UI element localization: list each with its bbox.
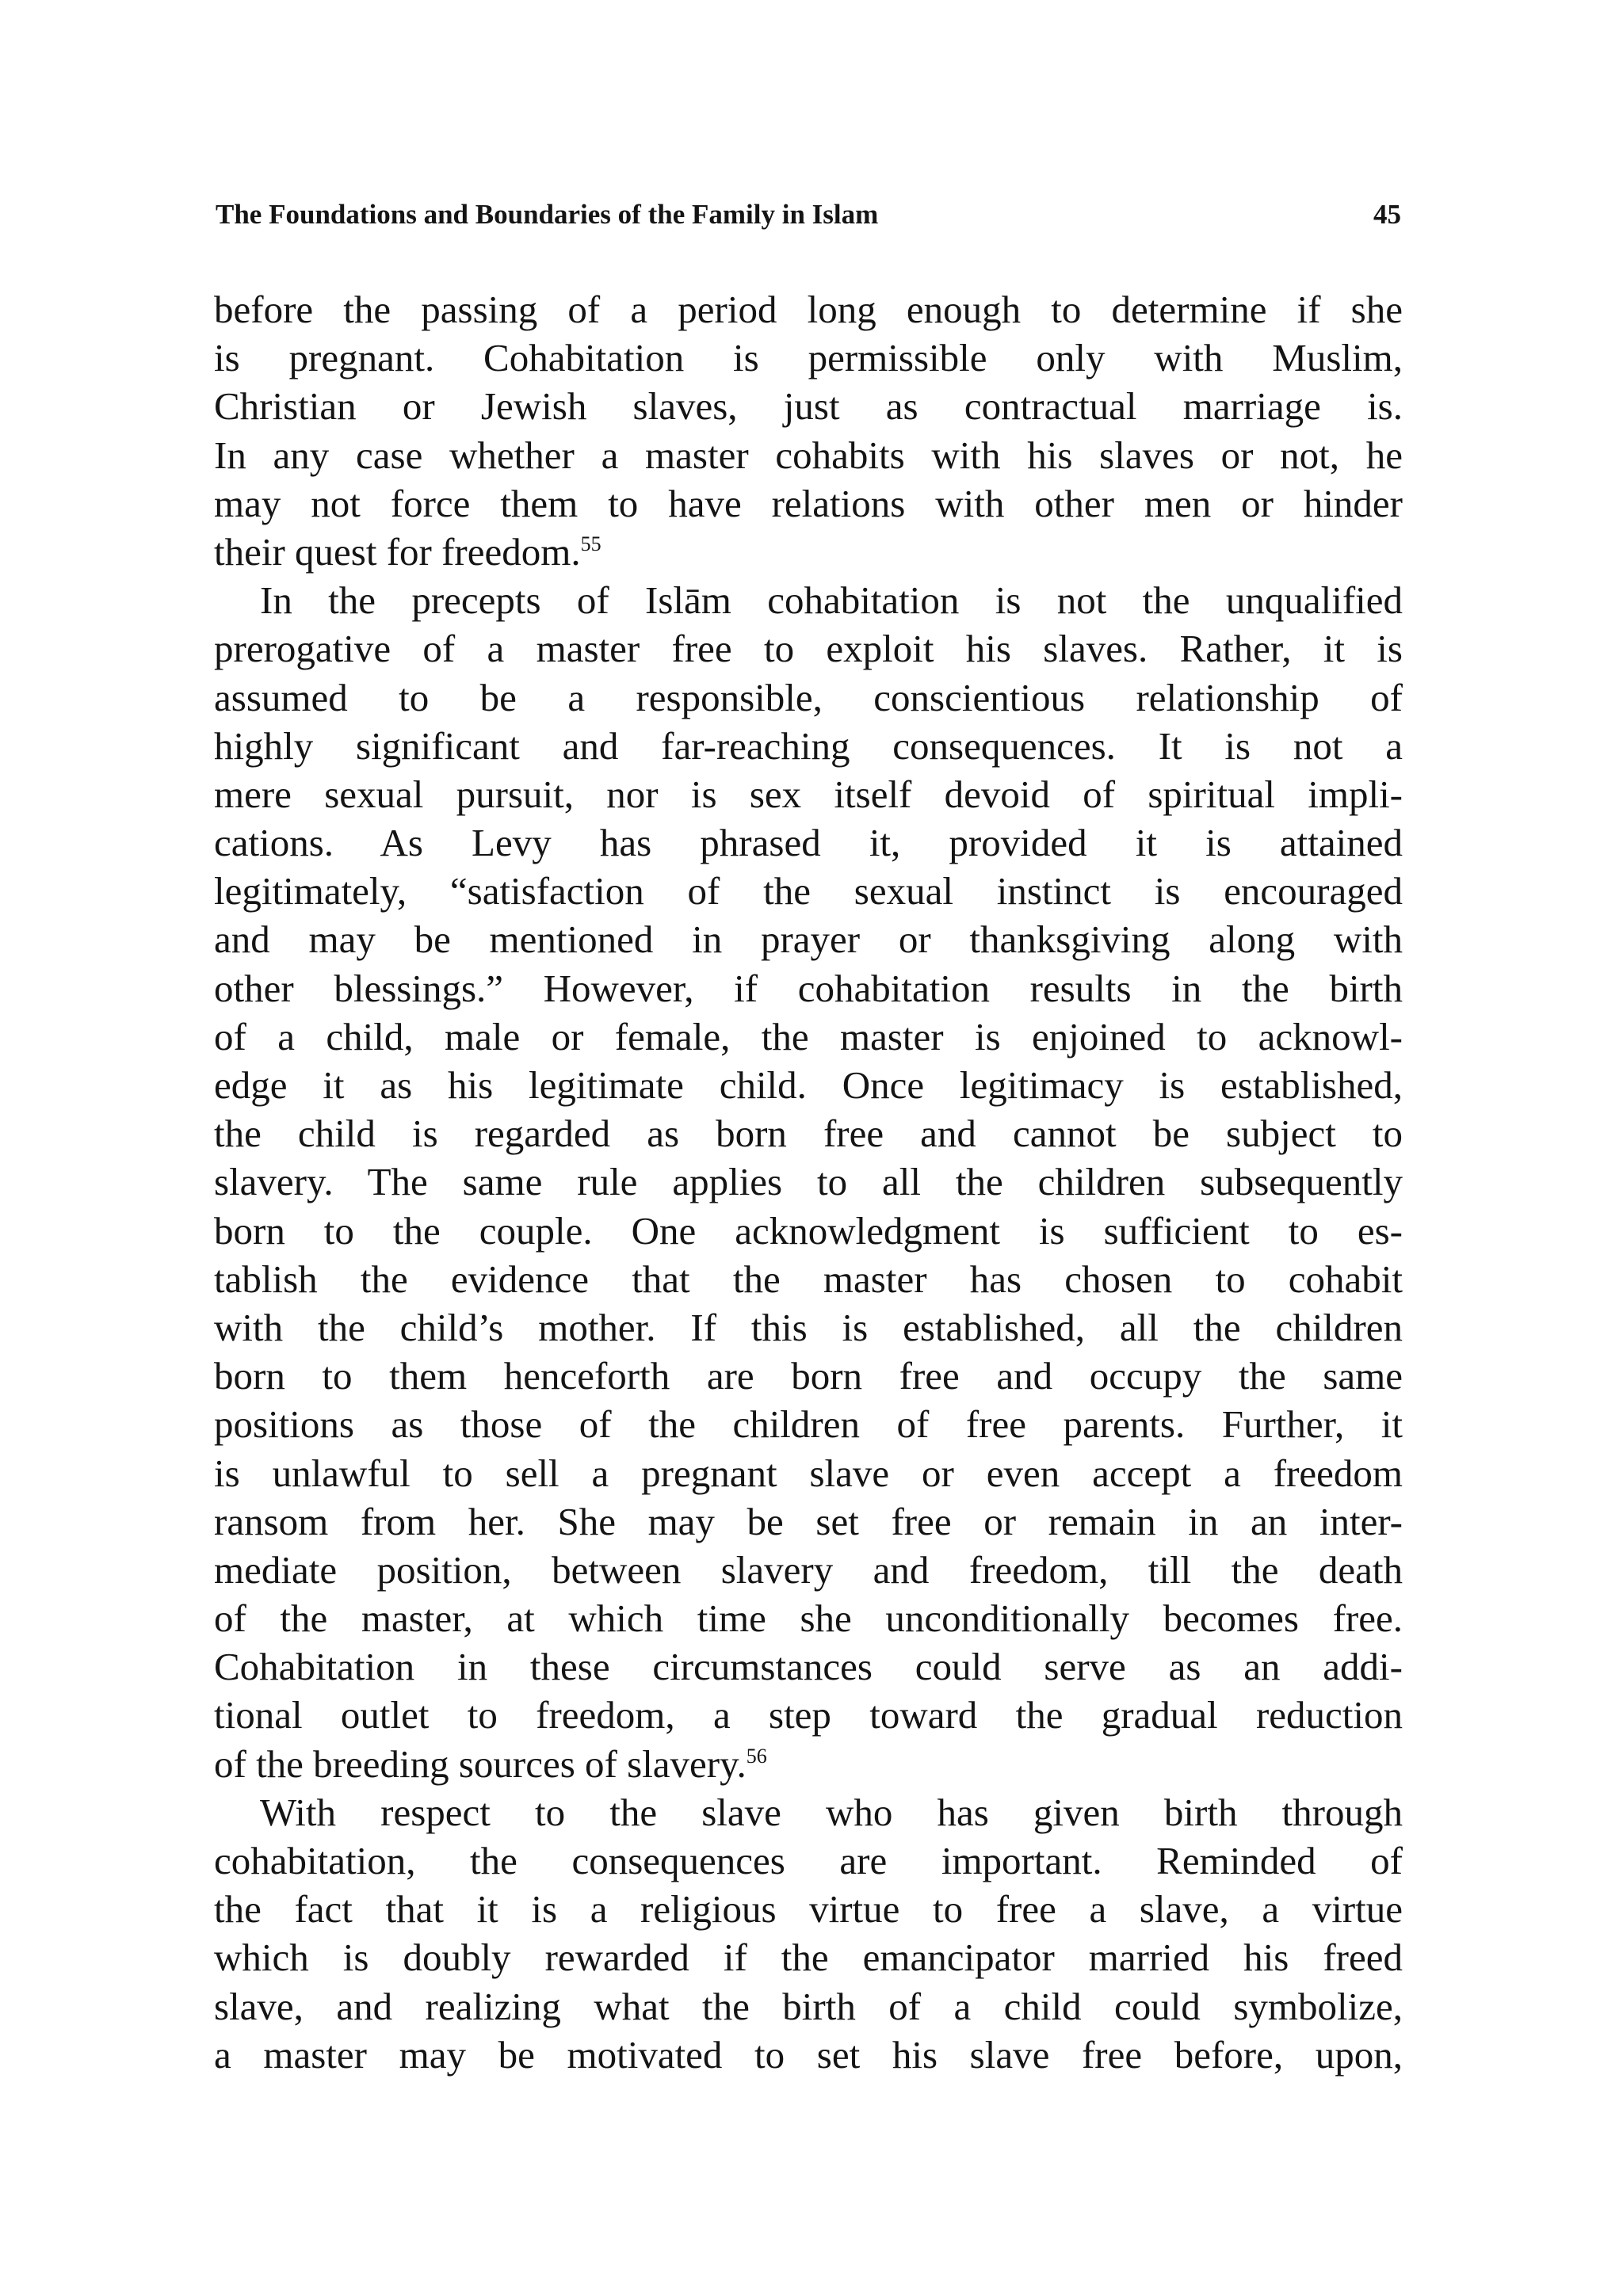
text-line	[214, 1061, 1403, 1109]
text-line	[214, 770, 1403, 818]
text-line	[214, 1546, 1403, 1594]
text-line-content: assumed to be a responsible, conscientious relationship of	[214, 675, 1403, 719]
text-line	[214, 1594, 1403, 1642]
text-line-content: the fact that it is a religious virtue to free a slave, a virtue	[214, 1887, 1403, 1932]
text-line-content: is pregnant. Cohabitation is permissible only with Muslim,	[214, 336, 1403, 380]
text-line-content: highly significant and far-reaching consequences. It is not a	[214, 723, 1403, 768]
text-line-content: tional outlet to freedom, a step toward the gradual reduction	[214, 1693, 1403, 1737]
text-line-content: In any case whether a master cohabits with his slaves or not, he	[214, 433, 1403, 477]
text-line	[214, 1691, 1403, 1739]
text-line	[214, 1207, 1403, 1255]
text-line-content: In the precepts of Islām cohabitation is not the unqualified	[260, 578, 1403, 623]
text-line	[214, 1352, 1403, 1400]
text-line-content: legitimately, “satisfaction of the sexual instinct is encouraged	[214, 869, 1403, 913]
text-line-content: the child is regarded as born free and cannot be subject to	[214, 1112, 1403, 1156]
text-line-content: may not force them to have relations with other men or hinder	[214, 481, 1403, 525]
text-line	[214, 285, 1403, 334]
text-line	[214, 1982, 1403, 2031]
text-line-content: with the child’s mother. If this is established, all the children	[214, 1305, 1403, 1349]
footnote-marker: 56	[746, 1744, 767, 1768]
text-line	[214, 576, 1403, 624]
text-line-content: prerogative of a master free to exploit his slaves. Rather, it is	[214, 627, 1403, 671]
text-line	[214, 382, 1403, 430]
text-line-content: before the passing of a period long enough to determine if she	[214, 288, 1403, 331]
text-line	[214, 1158, 1403, 1206]
running-head-title: The Foundations and Boundaries of the Family in Islam	[216, 199, 879, 230]
text-line	[214, 1255, 1403, 1303]
text-line-content: mere sexual pursuit, nor is sex itself devoid of spiritual impli-	[214, 772, 1403, 816]
text-line	[214, 431, 1403, 479]
text-line-content: With respect to the slave who has given birth through	[260, 1790, 1403, 1834]
text-line	[214, 722, 1403, 770]
text-line	[214, 964, 1403, 1013]
text-line	[214, 1933, 1403, 1981]
text-line	[214, 479, 1403, 528]
text-line-content: Cohabitation in these circumstances could serve as an addi-	[214, 1645, 1403, 1689]
text-line-content: of the master, at which time she unconditionally becomes free.	[214, 1596, 1403, 1641]
text-line	[214, 528, 1403, 576]
text-line	[214, 1303, 1403, 1352]
text-line	[214, 624, 1403, 673]
text-line-content: a master may be motivated to set his slave free before, upon,	[214, 2032, 1403, 2077]
text-line	[214, 1836, 1403, 1885]
text-line	[214, 1885, 1403, 1933]
text-line	[214, 915, 1403, 963]
text-line-content: edge it as his legitimate child. Once legitimacy is established,	[214, 1063, 1403, 1107]
text-line-content: their quest for freedom.	[214, 529, 581, 574]
text-line-content: born to the couple. One acknowledgment is sufficient to es-	[214, 1208, 1403, 1253]
text-line-content: of a child, male or female, the master is enjoined to acknowl-	[214, 1014, 1403, 1058]
text-line-content: cations. As Levy has phrased it, provided it is attained	[214, 821, 1403, 865]
footnote-marker: 55	[580, 532, 601, 555]
text-line-content: cohabitation, the consequences are important. Reminded of	[214, 1839, 1403, 1882]
text-line	[214, 1788, 1403, 1836]
text-line-content: mediate position, between slavery and freedom, till the death	[214, 1547, 1403, 1592]
text-line	[214, 1642, 1403, 1691]
text-line-content: other blessings.” However, if cohabitation results in the birth	[214, 966, 1403, 1010]
text-line	[214, 673, 1403, 722]
text-line-content: slave, and realizing what the birth of a child could symbolize,	[214, 1984, 1403, 2028]
text-line	[214, 1740, 1403, 1788]
text-line-content: slavery. The same rule applies to all the children subsequently	[214, 1160, 1403, 1204]
body-text	[214, 285, 1403, 2079]
text-line-content: is unlawful to sell a pregnant slave or even accept a freedom	[214, 1451, 1403, 1495]
text-line	[214, 818, 1403, 867]
text-line-content: ransom from her. She may be set free or remain in an inter-	[214, 1499, 1403, 1543]
text-line	[214, 1449, 1403, 1497]
text-line	[214, 1497, 1403, 1546]
text-line	[214, 867, 1403, 915]
text-line-content: Christian or Jewish slaves, just as contractual marriage is.	[214, 384, 1403, 429]
text-line-content: which is doubly rewarded if the emancipator married his freed	[214, 1936, 1403, 1980]
text-line-content: and may be mentioned in prayer or thanksgiving along with	[214, 917, 1403, 962]
text-line-content: tablish the evidence that the master has chosen to cohabit	[214, 1257, 1403, 1301]
text-line	[214, 1400, 1403, 1448]
text-line	[214, 334, 1403, 382]
text-line-content: born to them henceforth are born free and occupy the same	[214, 1354, 1403, 1398]
text-line-content: of the breeding sources of slavery.	[214, 1741, 747, 1786]
text-line-content: positions as those of the children of free parents. Further, it	[214, 1402, 1403, 1447]
running-head	[216, 195, 1401, 235]
text-line	[214, 1109, 1403, 1158]
text-line	[214, 1013, 1403, 1061]
text-line	[214, 2031, 1403, 2079]
page-number: 45	[1373, 199, 1401, 230]
